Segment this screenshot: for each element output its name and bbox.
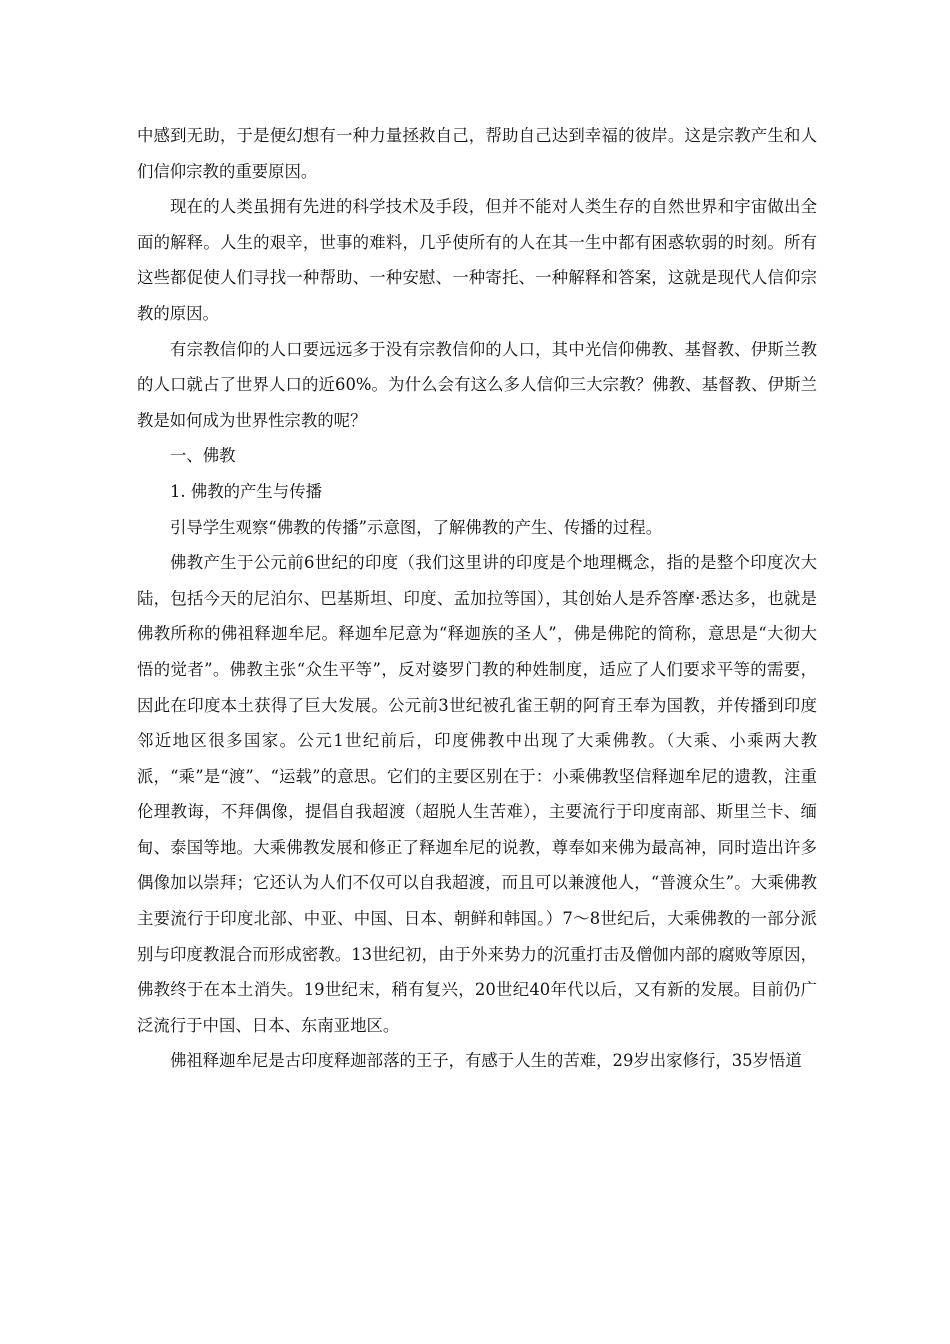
section-heading-buddhism: 一、佛教: [170, 446, 236, 466]
document-body: [137, 118, 817, 1079]
paragraph-7: 佛教产生于公元前6世纪的印度（我们这里讲的印度是个地理概念，指的是整个印度次大陆，包括今天的尼泊尔、巴基斯坦、印度、孟加拉等国），其创始人是乔答摩·悉达多，也就是佛教所称的佛祖释迦牟尼。释迦牟尼意为“释迦族的圣人”，佛是佛陀的简称，意思是“大彻大悟的觉者”。佛教主张“众生平等”，反对婆罗门教的种姓制度，适应了人们要求平等的需要，因此在印度本土获得了巨大发展。公元前3世纪被孔雀王朝的阿育王奉为国教，并传播到印度邻近地区很多国家。公元1世纪前后，印度佛教中出现了大乘佛教。（大乘、小乘两大教派，“乘”是“渡”、“运载”的意思。它们的主要区别在于：小乘佛教坚信释迦牟尼的遗教，注重伦理教诲，不拜偶像，提倡自我超渡（超脱人生苦难），主要流行于印度南部、斯里兰卡、缅甸、泰国等地。大乘佛教发展和修正了释迦牟尼的说教，尊奉如来佛为最高神，同时造出许多偶像加以崇拜；它还认为人们不仅可以自我超渡，而且可以兼渡他人，“普渡众生”。大乘佛教主要流行于印度北部、中亚、中国、日本、朝鲜和韩国。）7～8世纪后，大乘佛教的一部分派别与印度教混合而形成密教。13世纪初，由于外来势力的沉重打击及僧伽内部的腐败等原因，佛教终于在本土消失。19世纪末，稍有复兴，20世纪40年代以后，又有新的发展。目前仍广泛流行于中国、日本、东南亚地区。: [137, 553, 817, 1035]
paragraph-6: 引导学生观察“佛教的传播”示意图，了解佛教的产生、传播的过程。: [170, 517, 663, 537]
paragraph-1: 中感到无助，于是便幻想有一种力量拯救自己，帮助自己达到幸福的彼岸。这是宗教产生和人们信仰宗教的重要原因。: [137, 126, 817, 181]
paragraph-3: 有宗教信仰的人口要远远多于没有宗教信仰的人口，其中光信仰佛教、基督教、伊斯兰教的人口就占了世界人口的近60%。为什么会有这么多人信仰三大宗教？佛教、基督教、伊斯兰教是如何成为世界性宗教的呢？: [137, 339, 817, 430]
paragraph-8: 佛祖释迦牟尼是古印度释迦部落的王子，有感于人生的苦难，29岁出家修行，35岁悟道: [170, 1051, 802, 1071]
subsection-heading-origin: 1. 佛教的产生与传播: [170, 481, 322, 501]
paragraph-2: 现在的人类虽拥有先进的科学技术及手段，但并不能对人类生存的自然世界和宇宙做出全面的解释。人生的艰辛，世事的难料，几乎使所有的人在其一生中都有困惑软弱的时刻。所有这些都促使人们寻找一种帮助、一种安慰、一种寄托、一种解释和答案，这就是现代人信仰宗教的原因。: [137, 197, 817, 323]
